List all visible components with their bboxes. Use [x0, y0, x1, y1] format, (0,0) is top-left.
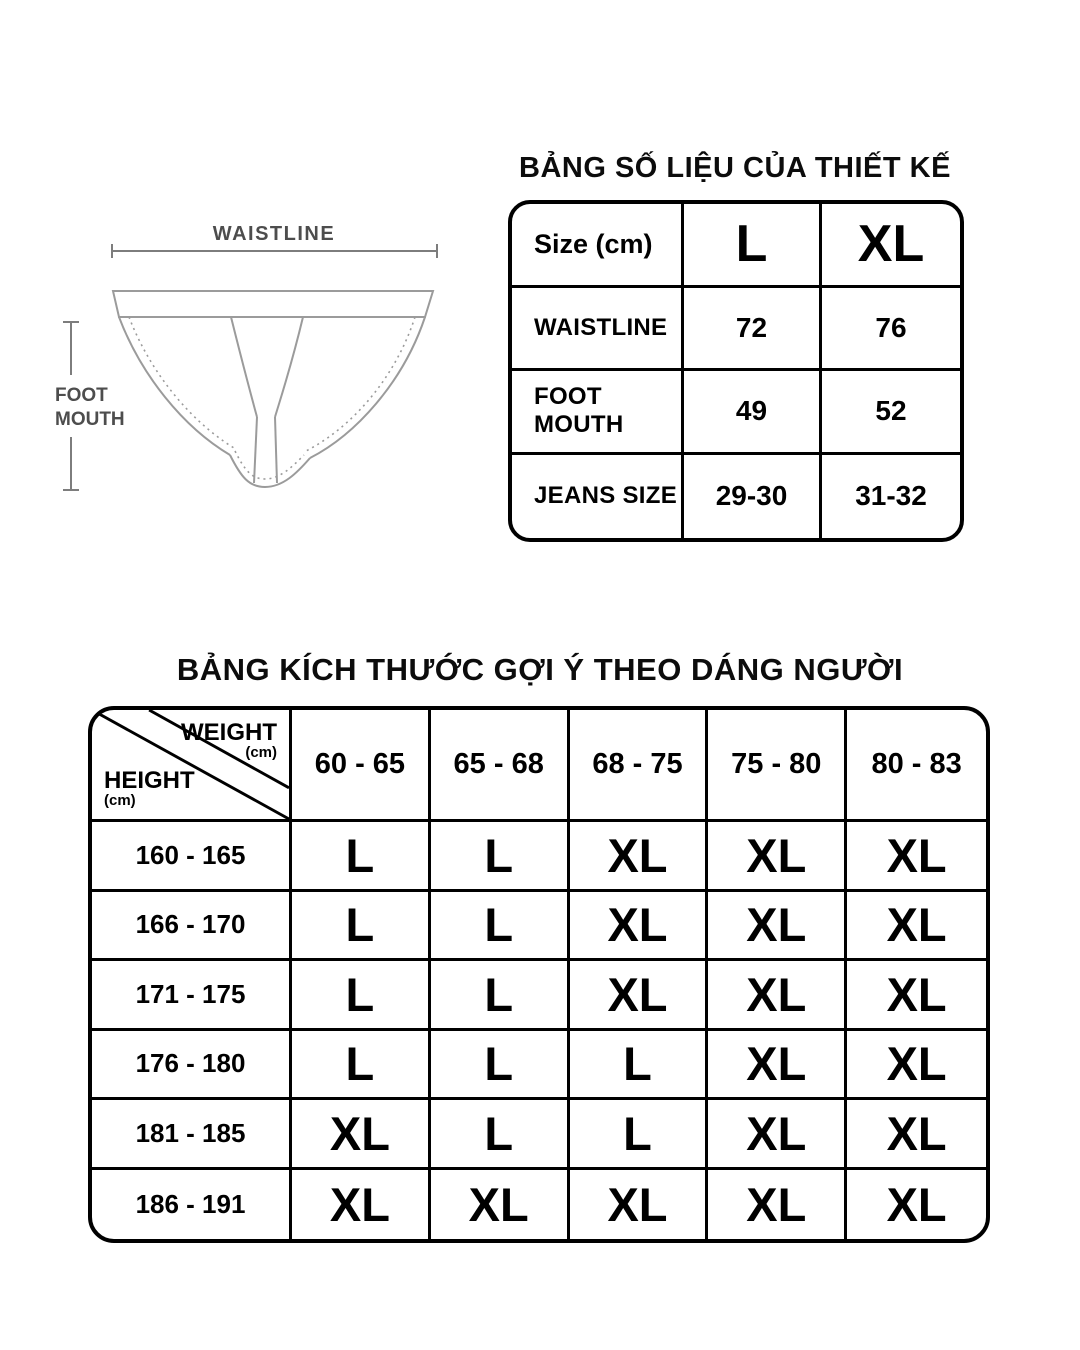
size-cell: L [292, 961, 431, 1031]
suggested-size-table-title: BẢNG KÍCH THƯỚC GỢI Ý THEO DÁNG NGƯỜI [176, 652, 904, 687]
size-cell: XL [847, 1100, 986, 1170]
weight-range-header: 75 - 80 [708, 710, 847, 822]
height-range-cell: 171 - 175 [92, 961, 292, 1031]
size-cell: XL [570, 961, 709, 1031]
size-cell: L [431, 1031, 570, 1101]
design-table [508, 200, 964, 542]
design-row-value: 72 [684, 288, 822, 372]
waistline-dim-label: WAISTLINE [212, 223, 336, 245]
size-cell: XL [847, 961, 986, 1031]
size-cell: XL [708, 1100, 847, 1170]
height-unit: (cm) [104, 792, 136, 810]
suggested-size-table [88, 706, 990, 1243]
height-range-cell: 176 - 180 [92, 1031, 292, 1101]
size-cell: XL [847, 1031, 986, 1101]
design-row-value: 29-30 [684, 455, 822, 539]
height-axis-label [104, 768, 195, 809]
size-cell: L [292, 822, 431, 892]
foot-mouth-dimension-line [63, 322, 79, 490]
height-range-cell: 166 - 170 [92, 892, 292, 962]
height-label: HEIGHT [104, 767, 195, 794]
design-header-size-l: L [684, 204, 822, 288]
size-cell: XL [708, 892, 847, 962]
weight-range-header: 60 - 65 [292, 710, 431, 822]
size-cell: L [570, 1031, 709, 1101]
size-cell: XL [847, 892, 986, 962]
size-cell: L [431, 1100, 570, 1170]
foot-mouth-label-line2: MOUTH [55, 409, 125, 430]
design-row-value: 31-32 [855, 480, 927, 512]
weight-axis-label [181, 720, 277, 761]
size-cell: XL [431, 1170, 570, 1240]
size-cell: XL [708, 822, 847, 892]
design-row-label: JEANS SIZE [512, 455, 684, 539]
design-row-value: 49 [684, 371, 822, 455]
briefs-outline [113, 291, 433, 487]
size-cell: L [292, 892, 431, 962]
corner-header-cell [92, 710, 292, 822]
size-cell: XL [708, 1170, 847, 1240]
size-cell: XL [708, 961, 847, 1031]
weight-unit: (cm) [245, 744, 277, 762]
height-range-cell: 186 - 191 [92, 1170, 292, 1240]
design-table-title: BẢNG SỐ LIỆU CỦA THIẾT KẾ [519, 152, 951, 184]
height-range-cell: 160 - 165 [92, 822, 292, 892]
height-range-cell: 181 - 185 [92, 1100, 292, 1170]
design-header-size-xl: XL [822, 204, 960, 288]
size-cell: XL [292, 1100, 431, 1170]
design-row-label: WAISTLINE [512, 288, 684, 372]
design-header-size-label: Size (cm) [512, 204, 684, 288]
size-cell: XL [708, 1031, 847, 1101]
size-cell: L [570, 1100, 709, 1170]
size-cell: L [431, 892, 570, 962]
weight-range-header: 65 - 68 [431, 710, 570, 822]
waistline-dimension-line [112, 244, 437, 258]
size-cell: XL [570, 1170, 709, 1240]
size-cell: L [431, 822, 570, 892]
weight-label: WEIGHT [181, 719, 277, 746]
size-cell: XL [292, 1170, 431, 1240]
design-row-label: FOOT MOUTH [512, 371, 684, 455]
size-cell: XL [847, 822, 986, 892]
size-cell: XL [570, 892, 709, 962]
design-row-value: 52 [822, 371, 960, 455]
size-cell: L [292, 1031, 431, 1101]
size-cell: XL [886, 1177, 947, 1231]
weight-range-header: 68 - 75 [570, 710, 709, 822]
size-cell: L [431, 961, 570, 1031]
briefs-diagram [45, 215, 460, 515]
size-cell: XL [570, 822, 709, 892]
design-row-value: 76 [822, 288, 960, 372]
weight-range-header: 80 - 83 [847, 710, 986, 822]
foot-mouth-label-line1: FOOT [55, 385, 108, 406]
